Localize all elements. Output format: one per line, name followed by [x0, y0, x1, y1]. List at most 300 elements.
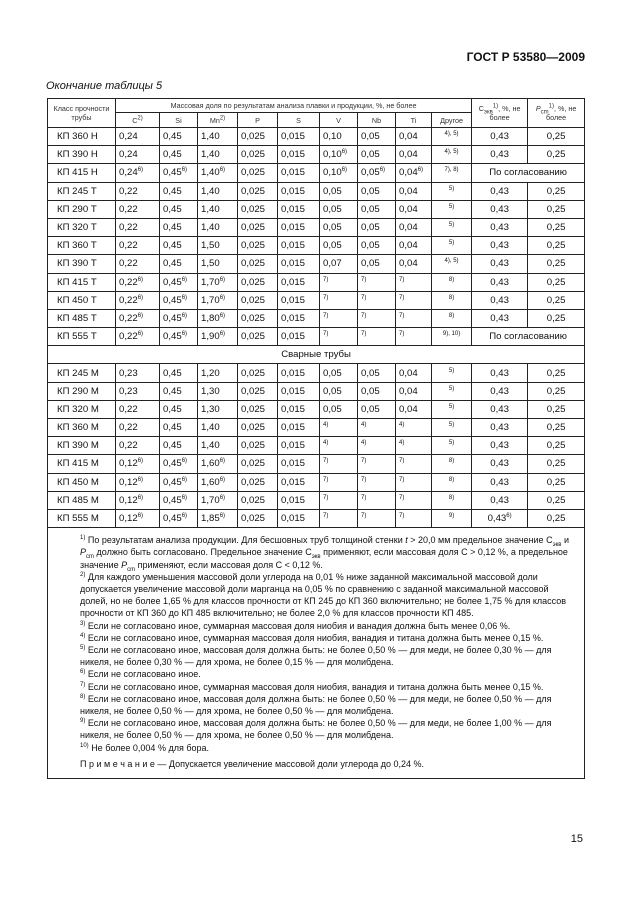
- cell-other: 5): [432, 400, 472, 418]
- cell-other: 9): [432, 509, 472, 527]
- cell-v: 0,05: [320, 237, 358, 255]
- table-row: [48, 364, 585, 382]
- cell-other: 5): [432, 237, 472, 255]
- cell-s: 0,015: [278, 255, 320, 273]
- cell-v: 0,05: [320, 200, 358, 218]
- cell-nb: 7): [358, 455, 396, 473]
- cell-c: 0,22: [116, 400, 160, 418]
- cell-ceq: 0,43: [472, 400, 528, 418]
- header-pcm: $P_{cm}^{1)}$, %, не более: [528, 99, 585, 128]
- cell-c: 0,22: [116, 237, 160, 255]
- cell-s: 0,015: [278, 491, 320, 509]
- cell-ti: 0,04: [396, 255, 432, 273]
- cell-nb: 7): [358, 309, 396, 327]
- cell-si: 0,45: [160, 419, 198, 437]
- cell-mn: 1,40: [198, 419, 238, 437]
- cell-class: КП 485 Т: [48, 309, 116, 327]
- cell-other: 4), 5): [432, 146, 472, 164]
- cell-si: 0,45: [160, 237, 198, 255]
- cell-v: 7): [320, 509, 358, 527]
- cell-v: 7): [320, 309, 358, 327]
- section-title-welded: Сварные трубы: [48, 346, 585, 364]
- cell-pcm: 0,25: [528, 182, 585, 200]
- table-row: [48, 200, 585, 218]
- cell-ti: 7): [396, 309, 432, 327]
- cell-si: 0,45: [160, 200, 198, 218]
- cell-v: 0,05: [320, 364, 358, 382]
- cell-mn: 1,30: [198, 382, 238, 400]
- cell-mn: 1,80$^{6)}$: [198, 309, 238, 327]
- cell-c: 0,22: [116, 255, 160, 273]
- cell-ti: 0,04: [396, 128, 432, 146]
- cell-s: 0,015: [278, 218, 320, 236]
- table-row: [48, 382, 585, 400]
- cell-c: 0,22$^{6)}$: [116, 309, 160, 327]
- cell-si: 0,45$^{6)}$: [160, 455, 198, 473]
- table-row: [48, 182, 585, 200]
- cell-mn: 1,40: [198, 128, 238, 146]
- cell-si: 0,45$^{6)}$: [160, 273, 198, 291]
- cell-p: 0,025: [238, 128, 278, 146]
- cell-nb: 0,05: [358, 182, 396, 200]
- header-c: $C^{2)}$: [116, 113, 160, 128]
- cell-nb: 0,05: [358, 128, 396, 146]
- cell-ceq: 0,43: [472, 146, 528, 164]
- cell-ti: 0,04$^{6)}$: [396, 164, 432, 182]
- cell-p: 0,025: [238, 419, 278, 437]
- cell-si: 0,45: [160, 218, 198, 236]
- cell-other: 8): [432, 309, 472, 327]
- header-row: [48, 99, 585, 113]
- cell-nb: 0,05: [358, 364, 396, 382]
- cell-mn: 1,20: [198, 364, 238, 382]
- table-row: [48, 419, 585, 437]
- cell-s: 0,015: [278, 455, 320, 473]
- table-row: [48, 273, 585, 291]
- cell-p: 0,025: [238, 364, 278, 382]
- cell-p: 0,025: [238, 273, 278, 291]
- cell-other: 8): [432, 291, 472, 309]
- cell-ceq: 0,43$^{6)}$: [472, 509, 528, 527]
- cell-p: 0,025: [238, 164, 278, 182]
- cell-v: 4): [320, 419, 358, 437]
- cell-other: 5): [432, 200, 472, 218]
- cell-s: 0,015: [278, 146, 320, 164]
- cell-mn: 1,40: [198, 182, 238, 200]
- cell-si: 0,45$^{6)}$: [160, 164, 198, 182]
- cell-p: 0,025: [238, 291, 278, 309]
- cell-other: 8): [432, 455, 472, 473]
- cell-v: 0,05: [320, 218, 358, 236]
- cell-c: 0,22$^{6)}$: [116, 273, 160, 291]
- composition-table: [47, 98, 585, 779]
- page-number: 15: [570, 833, 583, 845]
- cell-c: 0,12$^{6)}$: [116, 491, 160, 509]
- header-ti: Ti: [396, 113, 432, 128]
- cell-nb: 0,05: [358, 382, 396, 400]
- cell-s: 0,015: [278, 419, 320, 437]
- cell-class: КП 390 Т: [48, 255, 116, 273]
- cell-nb: 4): [358, 437, 396, 455]
- cell-class: КП 390 М: [48, 437, 116, 455]
- cell-p: 0,025: [238, 182, 278, 200]
- cell-si: 0,45: [160, 128, 198, 146]
- cell-nb: 0,05: [358, 255, 396, 273]
- cell-ti: 0,04: [396, 237, 432, 255]
- cell-c: 0,22: [116, 419, 160, 437]
- header-ceq: $C_{экв}^{1)}$, %, не более: [472, 99, 528, 128]
- header-mass-fraction: Массовая доля по результатам анализа плавки и продукции, %, не более: [116, 99, 472, 113]
- header-mn: Mn$^{2)}$: [198, 113, 238, 128]
- cell-ti: 0,04: [396, 218, 432, 236]
- cell-class: КП 555 М: [48, 509, 116, 527]
- cell-c: 0,22$^{6)}$: [116, 291, 160, 309]
- cell-nb: 0,05: [358, 218, 396, 236]
- cell-c: 0,22: [116, 200, 160, 218]
- cell-other: 5): [432, 218, 472, 236]
- cell-class: КП 245 М: [48, 364, 116, 382]
- cell-class: КП 320 Т: [48, 218, 116, 236]
- cell-ti: 0,04: [396, 400, 432, 418]
- cell-c: 0,24: [116, 128, 160, 146]
- cell-ti: 7): [396, 473, 432, 491]
- cell-ceq: 0,43: [472, 237, 528, 255]
- cell-c: 0,24: [116, 146, 160, 164]
- cell-p: 0,025: [238, 473, 278, 491]
- cell-si: 0,45$^{6)}$: [160, 291, 198, 309]
- cell-si: 0,45$^{6)}$: [160, 309, 198, 327]
- table-caption: Окончание таблицы 5: [46, 80, 163, 92]
- cell-pcm: 0,25: [528, 309, 585, 327]
- cell-si: 0,45$^{6)}$: [160, 473, 198, 491]
- cell-other: 9), 10): [432, 328, 472, 346]
- table-row: [48, 328, 585, 346]
- cell-v: 0,05: [320, 182, 358, 200]
- cell-ti: 7): [396, 328, 432, 346]
- cell-class: КП 555 Т: [48, 328, 116, 346]
- table-row: [48, 400, 585, 418]
- cell-mn: 1,40$^{6)}$: [198, 164, 238, 182]
- cell-nb: 0,05: [358, 200, 396, 218]
- cell-v: 0,10: [320, 128, 358, 146]
- cell-s: 0,015: [278, 382, 320, 400]
- table-row: [48, 146, 585, 164]
- cell-s: 0,015: [278, 328, 320, 346]
- cell-nb: 4): [358, 419, 396, 437]
- cell-class: КП 290 М: [48, 382, 116, 400]
- table-row: [48, 164, 585, 182]
- cell-pcm: 0,25: [528, 455, 585, 473]
- cell-c: 0,22$^{6)}$: [116, 328, 160, 346]
- cell-ti: 7): [396, 491, 432, 509]
- footnote-10: $^{10)}$ Не более 0,004 % для бора.: [80, 742, 209, 753]
- cell-class: КП 415 М: [48, 455, 116, 473]
- cell-p: 0,025: [238, 491, 278, 509]
- cell-nb: 7): [358, 509, 396, 527]
- cell-si: 0,45: [160, 400, 198, 418]
- cell-p: 0,025: [238, 218, 278, 236]
- table-row: [48, 291, 585, 309]
- cell-class: КП 360 М: [48, 419, 116, 437]
- cell-pcm: 0,25: [528, 382, 585, 400]
- cell-ti: 7): [396, 509, 432, 527]
- cell-ti: 0,04: [396, 364, 432, 382]
- footnote-8: $^{8)}$ Если не согласовано иное, массовая доля должна быть: не более 0,50 % — для меди, не более 0,50 % — для никеля, не более 0,50 % — для хрома, не более 0,50 % — для молибдена.: [80, 693, 552, 716]
- cell-s: 0,015: [278, 164, 320, 182]
- cell-si: 0,45: [160, 437, 198, 455]
- cell-other: 4), 5): [432, 128, 472, 146]
- cell-ceq: 0,43: [472, 419, 528, 437]
- cell-pcm: 0,25: [528, 509, 585, 527]
- cell-ceq: 0,43: [472, 437, 528, 455]
- cell-s: 0,015: [278, 291, 320, 309]
- cell-p: 0,025: [238, 382, 278, 400]
- cell-s: 0,015: [278, 182, 320, 200]
- cell-si: 0,45$^{6)}$: [160, 328, 198, 346]
- header-class: Класс прочности трубы: [48, 99, 116, 128]
- cell-mn: 1,90$^{6)}$: [198, 328, 238, 346]
- table-body: [48, 99, 585, 779]
- cell-ti: 0,04: [396, 146, 432, 164]
- table-row: [48, 491, 585, 509]
- cell-mn: 1,50: [198, 255, 238, 273]
- table-row: [48, 255, 585, 273]
- cell-p: 0,025: [238, 328, 278, 346]
- cell-si: 0,45$^{6)}$: [160, 491, 198, 509]
- cell-p: 0,025: [238, 309, 278, 327]
- cell-other: 8): [432, 473, 472, 491]
- cell-class: КП 450 М: [48, 473, 116, 491]
- cell-pcm: 0,25: [528, 200, 585, 218]
- cell-other: 8): [432, 491, 472, 509]
- cell-p: 0,025: [238, 400, 278, 418]
- table-row: [48, 473, 585, 491]
- cell-class: КП 360 Т: [48, 237, 116, 255]
- cell-si: 0,45$^{6)}$: [160, 509, 198, 527]
- cell-v: 0,10$^{6)}$: [320, 164, 358, 182]
- cell-mn: 1,85$^{6)}$: [198, 509, 238, 527]
- cell-c: 0,22: [116, 437, 160, 455]
- footnote-5: $^{5)}$ Если не согласовано иное, массовая доля должна быть: не более 0,50 % — для меди, не более 0,30 % — для никеля, не более 0,30 % — для хрома, не более 0,15 % — для молибдена.: [80, 644, 552, 668]
- cell-by-agreement: По согласованию: [472, 328, 585, 346]
- cell-mn: 1,40: [198, 437, 238, 455]
- footnote-1: $^{1)}$ По результатам анализа продукции. Для бесшовных труб толщиной стенки t > 20,0 мм предельное значение $C_{экв}$ и $P_{cm}$ должно быть согласовано. Предельное значение $C_{экв}$ применяют, если массовая доля С > 0,12 %, а предельное значение $P_{cm}$ применяют, если массовая доля С < 0,12 %.: [80, 535, 569, 573]
- cell-mn: 1,40: [198, 200, 238, 218]
- cell-pcm: 0,25: [528, 400, 585, 418]
- cell-v: 7): [320, 328, 358, 346]
- cell-pcm: 0,25: [528, 237, 585, 255]
- cell-nb: 7): [358, 291, 396, 309]
- cell-mn: 1,70$^{6)}$: [198, 291, 238, 309]
- cell-c: 0,24$^{6)}$: [116, 164, 160, 182]
- cell-c: 0,23: [116, 364, 160, 382]
- cell-ceq: 0,43: [472, 364, 528, 382]
- cell-s: 0,015: [278, 437, 320, 455]
- cell-pcm: 0,25: [528, 218, 585, 236]
- cell-v: 7): [320, 491, 358, 509]
- cell-si: 0,45: [160, 146, 198, 164]
- cell-s: 0,015: [278, 473, 320, 491]
- standard-designation: ГОСТ Р 53580—2009: [466, 50, 585, 64]
- table-row: [48, 437, 585, 455]
- cell-pcm: 0,25: [528, 364, 585, 382]
- cell-ti: 0,04: [396, 382, 432, 400]
- cell-ceq: 0,43: [472, 182, 528, 200]
- cell-s: 0,015: [278, 200, 320, 218]
- cell-ceq: 0,43: [472, 455, 528, 473]
- cell-s: 0,015: [278, 400, 320, 418]
- cell-ceq: 0,43: [472, 255, 528, 273]
- cell-v: 0,05: [320, 400, 358, 418]
- cell-other: 4), 5): [432, 255, 472, 273]
- cell-class: КП 360 Н: [48, 128, 116, 146]
- table-row: [48, 455, 585, 473]
- cell-class: КП 390 Н: [48, 146, 116, 164]
- cell-ti: 7): [396, 455, 432, 473]
- cell-p: 0,025: [238, 509, 278, 527]
- cell-si: 0,45: [160, 255, 198, 273]
- cell-class: КП 485 М: [48, 491, 116, 509]
- cell-pcm: 0,25: [528, 473, 585, 491]
- cell-ceq: 0,43: [472, 382, 528, 400]
- cell-ceq: 0,43: [472, 473, 528, 491]
- cell-pcm: 0,25: [528, 255, 585, 273]
- cell-mn: 1,50: [198, 237, 238, 255]
- cell-ti: 7): [396, 291, 432, 309]
- cell-nb: 7): [358, 328, 396, 346]
- table-row: [48, 218, 585, 236]
- cell-pcm: 0,25: [528, 419, 585, 437]
- cell-pcm: 0,25: [528, 291, 585, 309]
- cell-mn: 1,60$^{6)}$: [198, 473, 238, 491]
- cell-other: 5): [432, 382, 472, 400]
- cell-other: 7), 8): [432, 164, 472, 182]
- cell-class: КП 320 М: [48, 400, 116, 418]
- cell-pcm: 0,25: [528, 273, 585, 291]
- cell-s: 0,015: [278, 273, 320, 291]
- table-note: П р и м е ч а н и е — Допускается увеличение массовой доли углерода до 0,24 %.: [80, 758, 425, 769]
- cell-other: 5): [432, 419, 472, 437]
- cell-si: 0,45: [160, 182, 198, 200]
- cell-class: КП 245 Т: [48, 182, 116, 200]
- cell-nb: 7): [358, 273, 396, 291]
- footnote-6: $^{6)}$ Если не согласовано иное.: [80, 669, 201, 680]
- cell-ceq: 0,43: [472, 491, 528, 509]
- cell-p: 0,025: [238, 255, 278, 273]
- header-p: P: [238, 113, 278, 128]
- notes-row: [48, 528, 585, 779]
- cell-pcm: 0,25: [528, 128, 585, 146]
- cell-ti: 4): [396, 419, 432, 437]
- cell-mn: 1,70$^{6)}$: [198, 491, 238, 509]
- cell-c: 0,12$^{6)}$: [116, 473, 160, 491]
- header-v: V: [320, 113, 358, 128]
- cell-nb: 0,05: [358, 146, 396, 164]
- cell-v: 0,07: [320, 255, 358, 273]
- cell-other: 8): [432, 273, 472, 291]
- footnotes: [48, 528, 585, 779]
- cell-ceq: 0,43: [472, 200, 528, 218]
- cell-other: 5): [432, 437, 472, 455]
- cell-s: 0,015: [278, 509, 320, 527]
- footnote-9: $^{9)}$ Если не согласовано иное, массовая доля должна быть: не более 0,50 % — для меди, не более 1,00 % — для никеля, не более 0,50 % — для хрома, не более 0,50 % — для молибдена.: [80, 718, 552, 741]
- cell-nb: 7): [358, 491, 396, 509]
- cell-pcm: 0,25: [528, 437, 585, 455]
- cell-c: 0,22: [116, 218, 160, 236]
- cell-v: 7): [320, 455, 358, 473]
- cell-ceq: 0,43: [472, 291, 528, 309]
- cell-nb: 7): [358, 473, 396, 491]
- cell-ceq: 0,43: [472, 218, 528, 236]
- footnote-4: $^{4)}$ Если не согласовано иное, суммарная массовая доля ниобия, ванадия и титана должна быть менее 0,15 %.: [80, 632, 544, 643]
- cell-pcm: 0,25: [528, 146, 585, 164]
- cell-ceq: 0,43: [472, 309, 528, 327]
- cell-v: 7): [320, 473, 358, 491]
- header-s: S: [278, 113, 320, 128]
- header-nb: Nb: [358, 113, 396, 128]
- table-row: [48, 309, 585, 327]
- cell-s: 0,015: [278, 128, 320, 146]
- cell-si: 0,45: [160, 364, 198, 382]
- table-row: [48, 509, 585, 527]
- cell-s: 0,015: [278, 309, 320, 327]
- header-si: Si: [160, 113, 198, 128]
- footnote-3: $^{3)}$ Если не согласовано иное, суммарная массовая доля ниобия и ванадия должна быть менее 0,06 %.: [80, 620, 511, 631]
- cell-p: 0,025: [238, 200, 278, 218]
- cell-v: 7): [320, 291, 358, 309]
- cell-class: КП 290 Т: [48, 200, 116, 218]
- cell-c: 0,12$^{6)}$: [116, 455, 160, 473]
- cell-v: 0,05: [320, 382, 358, 400]
- cell-c: 0,23: [116, 382, 160, 400]
- cell-class: КП 415 Т: [48, 273, 116, 291]
- cell-si: 0,45: [160, 382, 198, 400]
- cell-mn: 1,40: [198, 146, 238, 164]
- table-row: [48, 237, 585, 255]
- cell-mn: 1,30: [198, 400, 238, 418]
- cell-class: КП 450 Т: [48, 291, 116, 309]
- cell-s: 0,015: [278, 364, 320, 382]
- cell-s: 0,015: [278, 237, 320, 255]
- cell-nb: 0,05: [358, 400, 396, 418]
- cell-ceq: 0,43: [472, 273, 528, 291]
- cell-v: 0,10$^{6)}$: [320, 146, 358, 164]
- cell-mn: 1,40: [198, 218, 238, 236]
- header-other: Другое: [432, 113, 472, 128]
- cell-class: КП 415 Н: [48, 164, 116, 182]
- cell-p: 0,025: [238, 237, 278, 255]
- cell-nb: 0,05: [358, 237, 396, 255]
- table-row: [48, 128, 585, 146]
- cell-mn: 1,60$^{6)}$: [198, 455, 238, 473]
- section-row: [48, 346, 585, 364]
- cell-nb: 0,05$^{6)}$: [358, 164, 396, 182]
- cell-p: 0,025: [238, 146, 278, 164]
- cell-pcm: 0,25: [528, 491, 585, 509]
- footnote-7: $^{7)}$ Если не согласовано иное, суммарная массовая доля ниобия, ванадия и титана должна быть менее 0,15 %.: [80, 681, 544, 692]
- cell-v: 7): [320, 273, 358, 291]
- cell-other: 5): [432, 364, 472, 382]
- cell-ceq: 0,43: [472, 128, 528, 146]
- cell-p: 0,025: [238, 437, 278, 455]
- cell-p: 0,025: [238, 455, 278, 473]
- cell-c: 0,12$^{6)}$: [116, 509, 160, 527]
- cell-other: 5): [432, 182, 472, 200]
- cell-by-agreement: По согласованию: [472, 164, 585, 182]
- cell-mn: 1,70$^{6)}$: [198, 273, 238, 291]
- cell-ti: 0,04: [396, 182, 432, 200]
- footnote-2: $^{2)}$ Для каждого уменьшения массовой доли углерода на 0,01 % ниже заданной максимальной массовой доли допускается увеличение массовой доли марганца на 0,05 % по сравнению с заданной максимальной массовой долей, но не более 1,65 % для классов прочности от КП 245 до КП 360 включительно; не более 1,75 % для классов прочности от КП 360 до КП 485 включительно; не более 2,0 % для классов прочности КП 485.: [80, 571, 567, 619]
